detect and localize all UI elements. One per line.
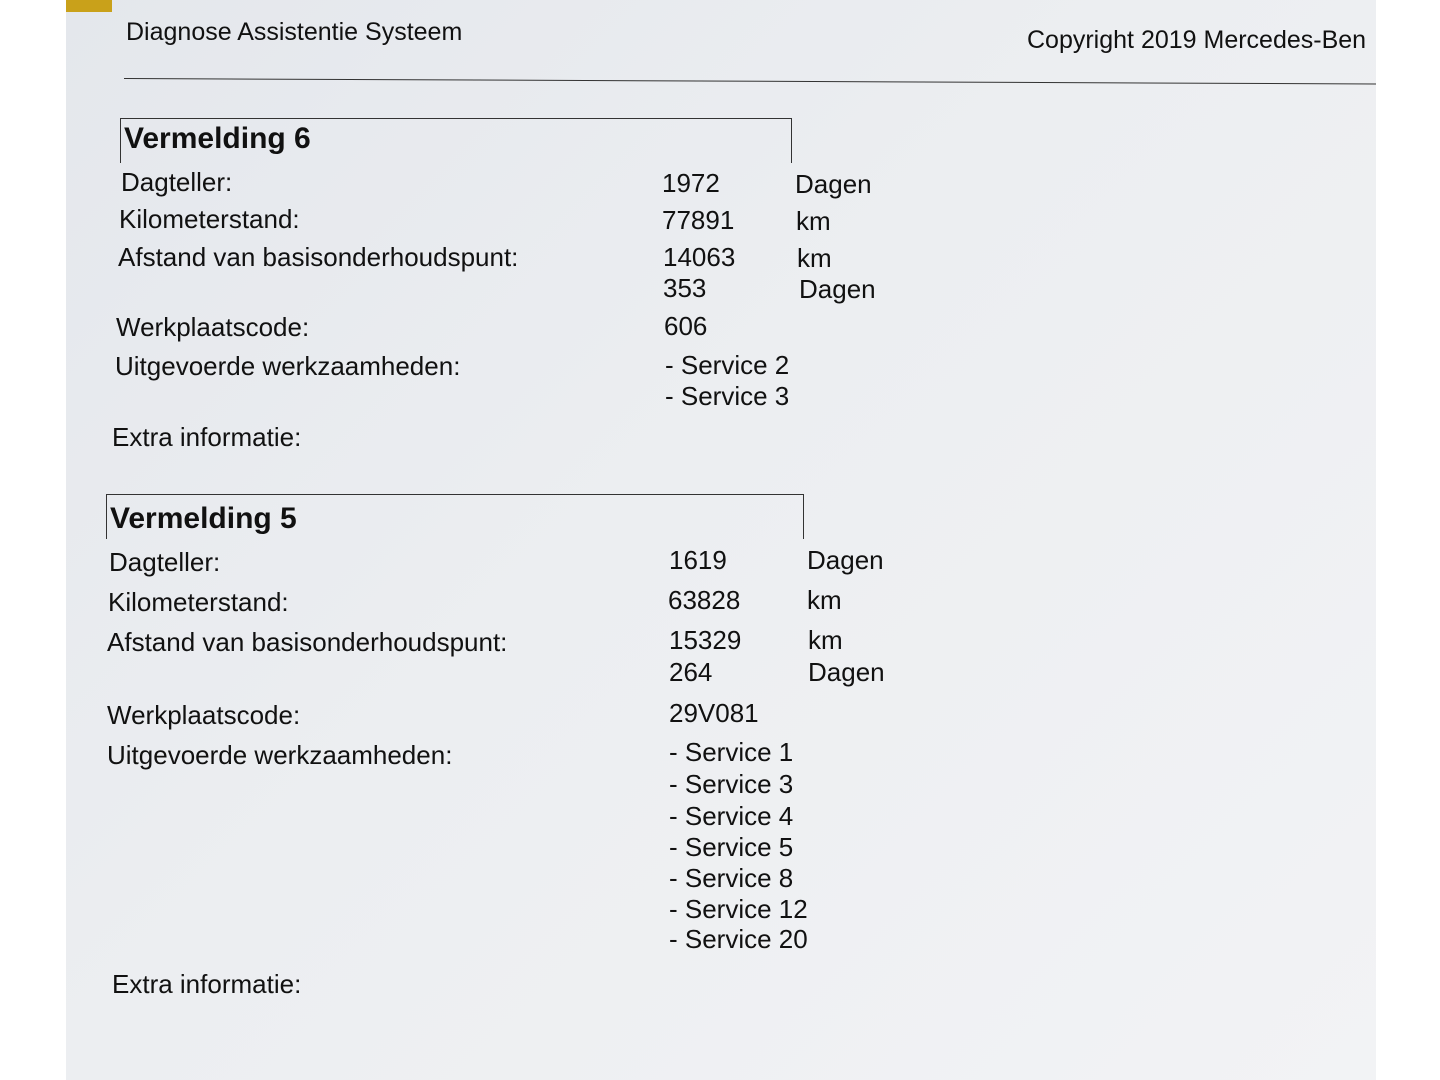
performed-work-label: Uitgevoerde werkzaamheden: — [115, 351, 461, 381]
odometer-label: Kilometerstand: — [119, 204, 300, 234]
distance-days-value: 264 — [669, 657, 713, 687]
work-item: - Service 8 — [669, 863, 794, 893]
distance-km-value: 14063 — [663, 242, 736, 272]
day-counter-unit: Dagen — [807, 545, 884, 575]
work-item: - Service 3 — [669, 769, 794, 799]
work-item: - Service 5 — [669, 832, 794, 862]
distance-label: Afstand van basisonderhoudspunt: — [118, 242, 519, 272]
odometer-label: Kilometerstand: — [108, 587, 289, 617]
day-counter-value: 1972 — [662, 168, 720, 198]
work-item: - Service 4 — [669, 801, 794, 831]
system-name: Diagnose Assistentie Systeem — [126, 18, 463, 46]
day-counter-label: Dagteller: — [109, 547, 221, 577]
day-counter-unit: Dagen — [795, 169, 872, 199]
work-item: - Service 2 — [665, 350, 790, 380]
workshop-code-label: Werkplaatscode: — [107, 700, 301, 730]
distance-days-unit: Dagen — [799, 274, 876, 304]
odometer-value: 63828 — [668, 585, 741, 615]
distance-days-value: 353 — [663, 273, 707, 303]
copyright-notice: Copyright 2019 Mercedes-Ben — [1027, 26, 1367, 54]
background-left — [0, 0, 66, 1080]
work-item: - Service 12 — [669, 894, 808, 924]
odometer-value: 77891 — [662, 205, 735, 235]
distance-label: Afstand van basisonderhoudspunt: — [107, 627, 508, 657]
background-right — [1376, 0, 1440, 1080]
distance-km-unit: km — [808, 625, 843, 655]
day-counter-label: Dagteller: — [121, 167, 233, 197]
distance-km-value: 15329 — [669, 625, 742, 655]
odometer-unit: km — [796, 206, 831, 236]
extra-info-label: Extra informatie: — [112, 422, 302, 452]
binder-corner — [66, 0, 112, 12]
work-item: - Service 20 — [669, 924, 808, 954]
workshop-code-value: 29V081 — [669, 698, 759, 728]
distance-km-unit: km — [797, 243, 832, 273]
work-item: - Service 1 — [669, 737, 794, 767]
distance-days-unit: Dagen — [808, 657, 885, 687]
workshop-code-value: 606 — [664, 311, 708, 341]
work-item: - Service 3 — [665, 381, 790, 411]
entry-title: Vermelding 5 — [110, 502, 297, 535]
entry-title: Vermelding 6 — [124, 122, 311, 155]
workshop-code-label: Werkplaatscode: — [116, 312, 310, 342]
extra-info-label: Extra informatie: — [112, 969, 302, 999]
day-counter-value: 1619 — [669, 545, 727, 575]
odometer-unit: km — [807, 585, 842, 615]
performed-work-label: Uitgevoerde werkzaamheden: — [107, 740, 453, 770]
